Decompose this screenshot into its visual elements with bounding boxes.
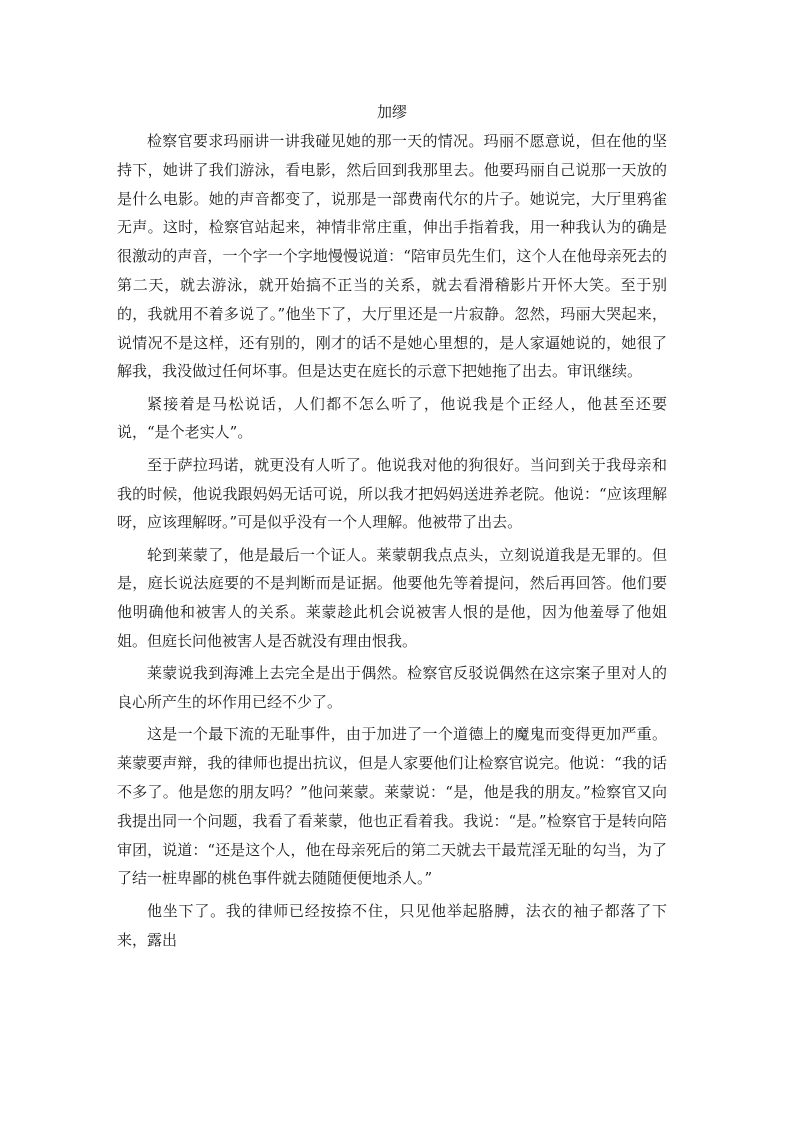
paragraph-7: 他坐下了。我的律师已经按捺不住，只见他举起胳膊，法衣的袖子都落了下来，露出 — [117, 901, 667, 949]
paragraph-1: 检察官要求玛丽讲一讲我碰见她的那一天的情况。玛丽不愿意说，但在他的坚持下，她讲了我们游泳，看电影，然后回到我那里去。他要玛丽自己说那一天放的是什么电影。她的声音都变了，说那是一部费南代尔的片子。她说完，大厅里鸦雀无声。这时，检察官站起来，神情非常庄重，伸出手指着我，用一种我认为的确是很激动的声音，一个字一个字地慢慢说道：“陪审员先生们，这个人在他母亲死去的第二天，就去游泳，就开始搞不正当的关系，就去看滑稽影片开怀大笑。至于别的，我就用不着多说了。”他坐下了，大厅里还是一片寂静。忽然，玛丽大哭起来，说情况不是这样，还有别的，刚才的话不是她心里想的，是人家逼她说的，她很了解我，我没做过任何坏事。但是达吏在庭长的示意下把她拖了出去。审讯继续。 — [117, 132, 667, 381]
paragraph-3: 至于萨拉玛诺，就更没有人听了。他说我对他的狗很好。当问到关于我母亲和我的时候，他说我跟妈妈无话可说，所以我才把妈妈送进养老院。他说：“应该理解呀，应该理解呀。”可是似乎没有一个人理解。他被带了出去。 — [117, 455, 667, 532]
paragraph-2: 紧接着是马松说话，人们都不怎么听了，他说我是个正经人，他甚至还要说，“是个老实人”。 — [117, 394, 667, 442]
paragraph-6: 这是一个最下流的无耻事件，由于加进了一个道德上的魔鬼而变得更加严重。莱蒙要声辩，我的律师也提出抗议，但是人家要他们让检察官说完。他说：“我的话不多了。他是您的朋友吗？”他问莱蒙。莱蒙说：“是，他是我的朋友。”检察官又向我提出同一个问题，我看了看莱蒙，他也正看着我。我说：“是。”检察官于是转向陪审团，说道：“还是这个人，他在母亲死后的第二天就去干最荒淫无耻的勾当，为了了结一桩卑鄙的桃色事件就去随随便便地杀人。” — [117, 725, 667, 888]
document-title: 加缪 — [376, 103, 407, 121]
document-page — [117, 98, 667, 958]
paragraph-5: 莱蒙说我到海滩上去完全是出于偶然。检察官反驳说偶然在这宗案子里对人的良心所产生的坏作用已经不少了。 — [117, 664, 667, 712]
paragraph-4: 轮到莱蒙了，他是最后一个证人。莱蒙朝我点点头，立刻说道我是无罪的。但是，庭长说法庭要的不是判断而是证据。他要他先等着提问，然后再回答。他们要他明确他和被害人的关系。莱蒙趁此机会说被害人恨的是他，因为他羞辱了他姐姐。但庭长问他被害人是否就没有理由恨我。 — [117, 545, 667, 651]
